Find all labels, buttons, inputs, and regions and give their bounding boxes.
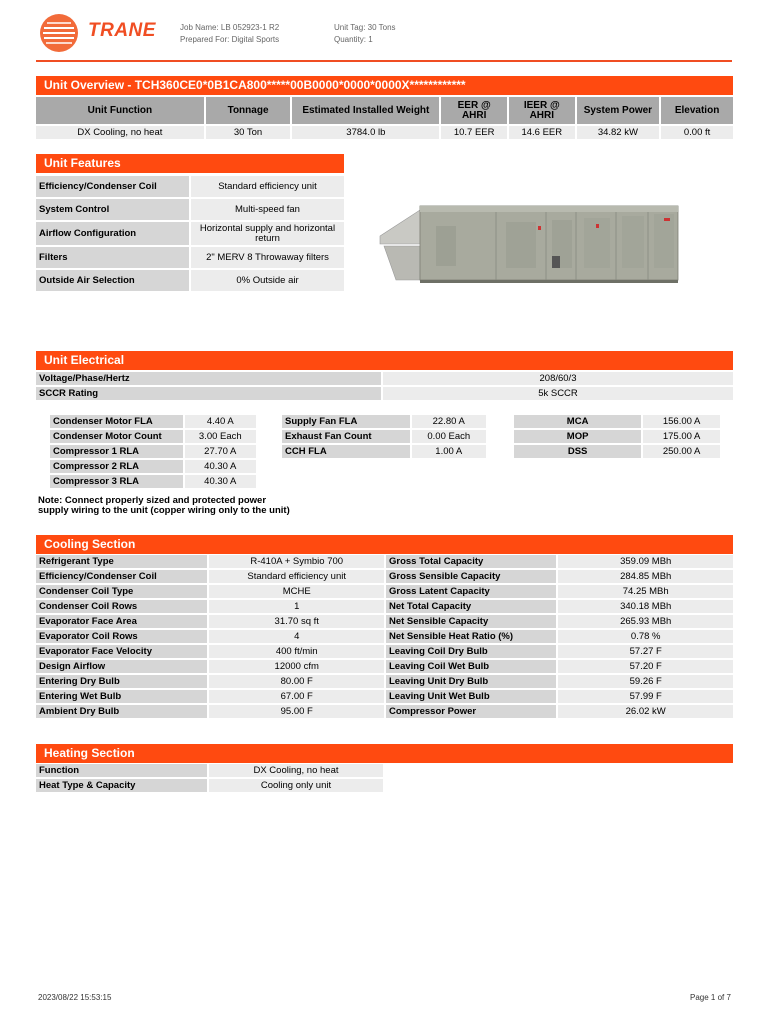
overview-header: EER @ AHRI [441,97,507,124]
cooling-table [34,553,735,720]
footer-timestamp: 2023/08/22 15:53:15 [38,993,112,1002]
feature-label: Efficiency/Condenser Coil [36,176,189,197]
feature-value: 2" MERV 8 Throwaway filters [191,247,344,268]
heating-label: Heat Type & Capacity [36,779,207,792]
quantity: Quantity: 1 [334,35,373,44]
feature-value: Horizontal supply and horizontal return [191,222,344,245]
electrical-value: 250.00 A [643,445,720,458]
cooling-label: Gross Total Capacity [386,555,556,568]
electrical-label: CCH FLA [282,445,410,458]
cooling-label: Leaving Unit Dry Bulb [386,675,556,688]
prepared-for: Prepared For: Digital Sports [180,35,280,44]
cooling-label: Entering Dry Bulb [36,675,207,688]
features-table [34,174,346,293]
electrical-label: MOP [514,430,641,443]
cooling-label: Leaving Coil Wet Bulb [386,660,556,673]
overview-header: IEER @ AHRI [509,97,575,124]
electrical-col1-table [48,413,258,490]
cooling-value: 400 ft/min [209,645,384,658]
electrical-value: 175.00 A [643,430,720,443]
cooling-label: Condenser Coil Rows [36,600,207,613]
cooling-label: Evaporator Face Area [36,615,207,628]
cooling-label: Gross Sensible Capacity [386,570,556,583]
overview-value: 30 Ton [206,126,291,139]
cooling-label: Condenser Coil Type [36,585,207,598]
cooling-value: Standard efficiency unit [209,570,384,583]
features-title: Unit Features [36,154,344,173]
electrical-label: SCCR Rating [36,387,381,400]
overview-header: System Power [577,97,660,124]
overview-value: 3784.0 lb [292,126,439,139]
electrical-value: 5k SCCR [383,387,733,400]
overview-header: Elevation [661,97,733,124]
feature-value: Multi-speed fan [191,199,344,220]
cooling-label: Entering Wet Bulb [36,690,207,703]
overview-value: DX Cooling, no heat [36,126,204,139]
electrical-value: 4.40 A [185,415,256,428]
unit-tag: Unit Tag: 30 Tons [334,23,396,32]
cooling-value: 12000 cfm [209,660,384,673]
feature-label: Airflow Configuration [36,222,189,245]
cooling-title: Cooling Section [36,535,733,554]
cooling-label: Efficiency/Condenser Coil [36,570,207,583]
cooling-value: 57.99 F [558,690,733,703]
cooling-value: 1 [209,600,384,613]
electrical-label: Voltage/Phase/Hertz [36,372,381,385]
cooling-value: 26.02 kW [558,705,733,718]
cooling-value: 59.26 F [558,675,733,688]
feature-label: Filters [36,247,189,268]
electrical-value: 156.00 A [643,415,720,428]
cooling-value: 359.09 MBh [558,555,733,568]
cooling-value: 0.78 % [558,630,733,643]
cooling-value: 340.18 MBh [558,600,733,613]
electrical-label: Compressor 2 RLA [50,460,183,473]
electrical-value: 40.30 A [185,460,256,473]
electrical-label: Supply Fan FLA [282,415,410,428]
electrical-label: Compressor 1 RLA [50,445,183,458]
cooling-label: Compressor Power [386,705,556,718]
electrical-value: 0.00 Each [412,430,486,443]
electrical-value: 3.00 Each [185,430,256,443]
cooling-label: Refrigerant Type [36,555,207,568]
feature-value: 0% Outside air [191,270,344,291]
electrical-label: Condenser Motor FLA [50,415,183,428]
electrical-value: 27.70 A [185,445,256,458]
electrical-value: 40.30 A [185,475,256,488]
electrical-col2-table [280,413,488,460]
header-rule [36,60,732,62]
heating-value: DX Cooling, no heat [209,764,383,777]
cooling-value: 80.00 F [209,675,384,688]
electrical-note-line1: Note: Connect properly sized and protected power [38,495,267,506]
cooling-value: 31.70 sq ft [209,615,384,628]
cooling-label: Net Sensible Heat Ratio (%) [386,630,556,643]
electrical-value: 208/60/3 [383,372,733,385]
heating-label: Function [36,764,207,777]
cooling-label: Leaving Coil Dry Bulb [386,645,556,658]
overview-value: 14.6 EER [509,126,575,139]
overview-header: Unit Function [36,97,204,124]
overview-value: 10.7 EER [441,126,507,139]
cooling-value: 95.00 F [209,705,384,718]
overview-value: 0.00 ft [661,126,733,139]
overview-title: Unit Overview - TCH360CE0*0B1CA800*****00B0000*0000*0000X************ [36,76,733,95]
electrical-col3-table [512,413,722,460]
overview-value: 34.82 kW [577,126,660,139]
cooling-value: 74.25 MBh [558,585,733,598]
cooling-label: Net Sensible Capacity [386,615,556,628]
cooling-label: Leaving Unit Wet Bulb [386,690,556,703]
feature-label: Outside Air Selection [36,270,189,291]
electrical-value: 22.80 A [412,415,486,428]
electrical-note-line2: supply wiring to the unit (copper wiring only to the unit) [38,505,290,516]
overview-header: Estimated Installed Weight [292,97,439,124]
job-name: Job Name: LB 052923-1 R2 [180,23,280,32]
electrical-label: Exhaust Fan Count [282,430,410,443]
cooling-value: 57.27 F [558,645,733,658]
cooling-label: Design Airflow [36,660,207,673]
footer-page-number: Page 1 of 7 [690,993,731,1002]
cooling-label: Ambient Dry Bulb [36,705,207,718]
cooling-label: Net Total Capacity [386,600,556,613]
overview-table [34,95,735,141]
electrical-title: Unit Electrical [36,351,733,370]
overview-header: Tonnage [206,97,291,124]
brand-wordmark: TRANE [88,20,156,41]
electrical-label: MCA [514,415,641,428]
cooling-label: Evaporator Coil Rows [36,630,207,643]
feature-label: System Control [36,199,189,220]
electrical-top-table [34,370,735,402]
electrical-label: DSS [514,445,641,458]
heating-table [34,762,385,794]
rooftop-unit-image [376,196,682,288]
cooling-value: 284.85 MBh [558,570,733,583]
electrical-label: Compressor 3 RLA [50,475,183,488]
feature-value: Standard efficiency unit [191,176,344,197]
cooling-value: MCHE [209,585,384,598]
cooling-label: Evaporator Face Velocity [36,645,207,658]
cooling-value: 265.93 MBh [558,615,733,628]
heating-title: Heating Section [36,744,733,763]
cooling-value: 57.20 F [558,660,733,673]
electrical-label: Condenser Motor Count [50,430,183,443]
cooling-value: R-410A + Symbio 700 [209,555,384,568]
trane-logo-icon [40,14,78,52]
cooling-value: 67.00 F [209,690,384,703]
heating-value: Cooling only unit [209,779,383,792]
cooling-label: Gross Latent Capacity [386,585,556,598]
cooling-value: 4 [209,630,384,643]
electrical-value: 1.00 A [412,445,486,458]
